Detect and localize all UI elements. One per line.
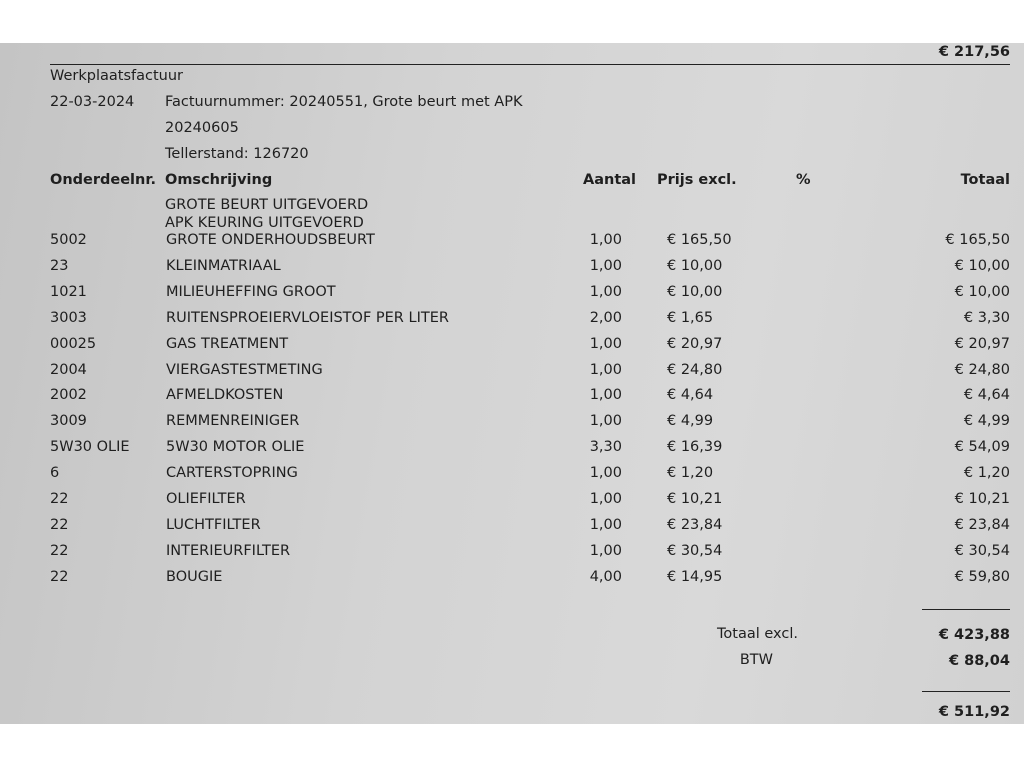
carryover-amount: € 217,56 [938,44,1010,60]
item-part-number: 5002 [50,232,87,248]
invoice-number-line: Factuurnummer: 20240551, Grote beurt met APK [165,94,523,110]
item-quantity: 1,00 [589,543,622,559]
header-description: Omschrijving [165,172,273,188]
item-quantity: 2,00 [589,310,622,326]
header-quantity: Aantal [583,172,637,188]
header-percent: % [796,172,811,188]
grand-total-rule [922,691,1010,692]
item-price-excl: € 16,39 [667,439,723,455]
subtotal-label: Totaal excl. [717,626,798,642]
item-quantity: 1,00 [589,387,622,403]
item-quantity: 1,00 [589,336,622,352]
item-part-number: 00025 [50,336,97,352]
item-quantity: 1,00 [589,413,622,429]
invoice-date: 22-03-2024 [50,94,135,110]
vat-label: BTW [739,652,773,668]
item-part-number: 2002 [50,387,87,403]
item-part-number: 6 [50,465,60,481]
item-total: € 1,20 [963,465,1010,481]
item-price-excl: € 1,65 [667,310,714,326]
item-quantity: 1,00 [589,465,622,481]
top-rule [50,64,1010,65]
note-line: GROTE BEURT UITGEVOERD [165,197,369,213]
item-part-number: 3003 [50,310,87,326]
item-part-number: 23 [50,258,69,274]
document-title: Werkplaatsfactuur [50,68,183,84]
item-description: REMMENREINIGER [166,413,300,429]
item-price-excl: € 24,80 [667,362,723,378]
item-total: € 59,80 [954,569,1010,585]
item-description: CARTERSTOPRING [166,465,298,481]
item-price-excl: € 4,99 [667,413,714,429]
item-price-excl: € 4,64 [667,387,714,403]
item-quantity: 1,00 [589,284,622,300]
subtotal-value: € 423,88 [938,627,1010,643]
item-price-excl: € 10,00 [667,258,723,274]
item-total: € 4,99 [963,413,1010,429]
item-price-excl: € 30,54 [667,543,723,559]
subtotal-rule [922,609,1010,610]
grand-total-value: € 511,92 [938,704,1010,720]
item-total: € 4,64 [963,387,1010,403]
item-part-number: 3009 [50,413,87,429]
item-price-excl: € 10,00 [667,284,723,300]
item-part-number: 22 [50,543,69,559]
item-quantity: 4,00 [589,569,622,585]
item-total: € 30,54 [954,543,1010,559]
header-price-excl: Prijs excl. [657,172,737,188]
item-part-number: 22 [50,517,69,533]
item-quantity: 1,00 [589,362,622,378]
item-description: KLEINMATRIAAL [166,258,281,274]
item-quantity: 1,00 [589,232,622,248]
item-total: € 10,00 [954,258,1010,274]
item-description: INTERIEURFILTER [166,543,291,559]
item-total: € 20,97 [954,336,1010,352]
item-quantity: 3,30 [589,439,622,455]
header-part-number: Onderdeelnr. [50,172,156,188]
invoice-page [0,43,1024,724]
item-quantity: 1,00 [589,491,622,507]
odometer-reading: Tellerstand: 126720 [165,146,309,162]
item-total: € 24,80 [954,362,1010,378]
item-description: AFMELDKOSTEN [166,387,284,403]
item-description: OLIEFILTER [166,491,246,507]
item-price-excl: € 20,97 [667,336,723,352]
reference-number: 20240605 [165,120,239,136]
note-line: APK KEURING UITGEVOERD [165,215,364,231]
item-total: € 165,50 [945,232,1010,248]
item-total: € 54,09 [954,439,1010,455]
item-description: 5W30 MOTOR OLIE [166,439,305,455]
item-part-number: 22 [50,569,69,585]
item-total: € 10,00 [954,284,1010,300]
item-price-excl: € 10,21 [667,491,723,507]
item-price-excl: € 14,95 [667,569,723,585]
item-part-number: 22 [50,491,69,507]
item-quantity: 1,00 [589,258,622,274]
item-total: € 10,21 [954,491,1010,507]
item-description: LUCHTFILTER [166,517,261,533]
item-quantity: 1,00 [589,517,622,533]
item-description: GAS TREATMENT [166,336,289,352]
item-description: RUITENSPROEIERVLOEISTOF PER LITER [166,310,449,326]
item-part-number: 5W30 OLIE [50,439,130,455]
item-price-excl: € 23,84 [667,517,723,533]
item-description: GROTE ONDERHOUDSBEURT [166,232,375,248]
vat-value: € 88,04 [948,653,1010,669]
item-price-excl: € 165,50 [667,232,732,248]
item-total: € 3,30 [963,310,1010,326]
item-part-number: 1021 [50,284,87,300]
item-description: VIERGASTESTMETING [166,362,323,378]
item-total: € 23,84 [954,517,1010,533]
item-description: BOUGIE [166,569,223,585]
item-part-number: 2004 [50,362,87,378]
item-description: MILIEUHEFFING GROOT [166,284,336,300]
header-total: Totaal [960,172,1010,188]
item-price-excl: € 1,20 [667,465,714,481]
